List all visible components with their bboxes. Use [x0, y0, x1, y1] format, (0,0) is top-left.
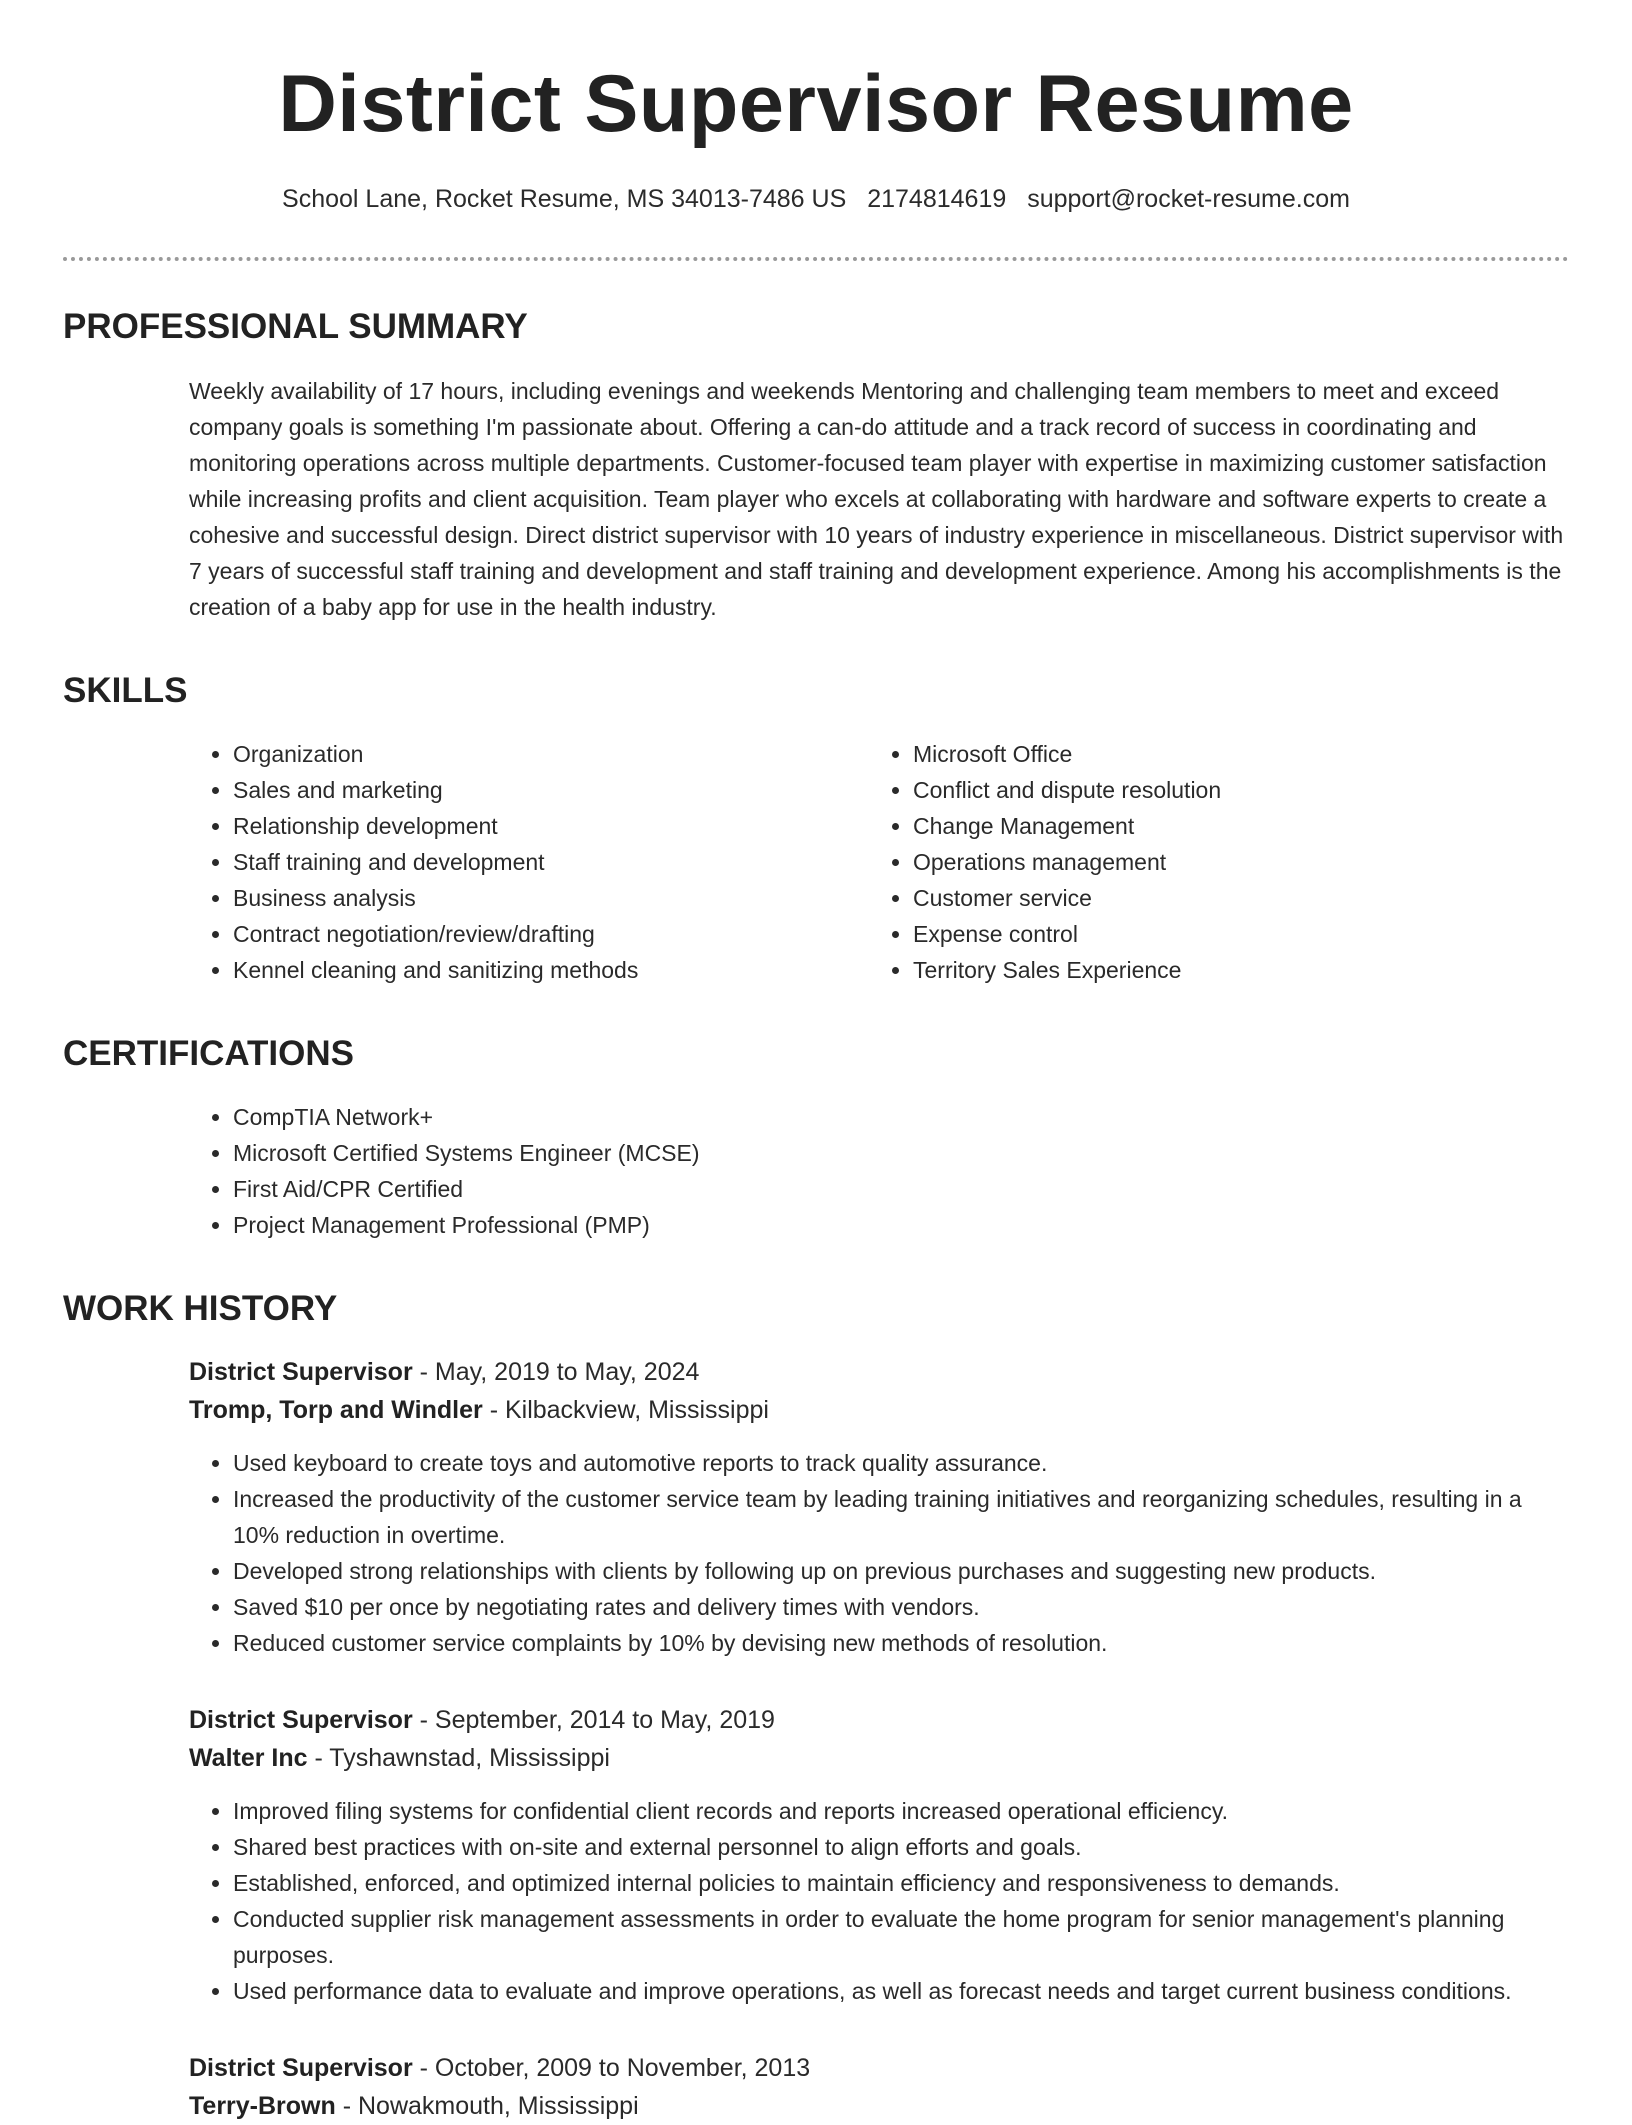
contact-line: [63, 183, 1569, 215]
job-location: - Tyshawnstad, Mississippi: [307, 1744, 610, 1772]
job-location: - Nowakmouth, Mississippi: [335, 2092, 639, 2120]
work-history-heading: WORK HISTORY: [63, 1289, 338, 1328]
skill-item: • Kennel cleaning and sanitizing methods: [233, 952, 869, 988]
job-dates: - October, 2009 to November, 2013: [412, 2054, 811, 2082]
job-dates: - September, 2014 to May, 2019: [412, 1706, 775, 1734]
skill-item: • Conflict and dispute resolution: [913, 772, 1549, 808]
job-title: District Supervisor: [189, 1358, 413, 1386]
job-entry: [189, 1701, 1569, 2009]
job-company: Terry-Brown: [189, 2092, 336, 2120]
job-title: District Supervisor: [189, 1706, 413, 1734]
certification-item: • CompTIA Network+: [233, 1099, 1569, 1135]
job-company: Tromp, Torp and Windler: [189, 1396, 483, 1424]
skill-item: • Operations management: [913, 844, 1549, 880]
certifications-list: [189, 1099, 1569, 1243]
skill-item: • Expense control: [913, 916, 1549, 952]
skill-item: • Staff training and development: [233, 844, 869, 880]
skills-list: [189, 736, 1569, 988]
job-bullet: • Developed strong relationships with clients by following up on previous purchases and suggesting new products.: [233, 1553, 1569, 1589]
skill-item: • Business analysis: [233, 880, 869, 916]
job-bullet: • Used keyboard to create toys and automotive reports to track quality assurance.: [233, 1445, 1569, 1481]
skills-column-left: [189, 736, 869, 988]
job-bullet: • Improved filing systems for confidential client records and reports increased operational efficiency.: [233, 1793, 1569, 1829]
job-title-line: [189, 2049, 1569, 2087]
skills-heading: SKILLS: [63, 671, 188, 710]
contact-email: support@rocket-resume.com: [1027, 185, 1350, 213]
contact-phone: 2174814619: [867, 185, 1007, 213]
job-bullets: [189, 1445, 1569, 1661]
job-entry: [189, 2049, 1569, 2125]
skill-item: • Contract negotiation/review/drafting: [233, 916, 869, 952]
skills-column-right: [869, 736, 1549, 988]
job-bullet: • Established, enforced, and optimized internal policies to maintain efficiency and responsiveness to demands.: [233, 1865, 1569, 1901]
certification-item: • Microsoft Certified Systems Engineer (MCSE): [233, 1135, 1569, 1171]
job-company: Walter Inc: [189, 1744, 308, 1772]
job-bullet: • Increased the productivity of the customer service team by leading training initiatives and reorganizing schedules, resulting in a 10% reduction in overtime.: [233, 1481, 1569, 1553]
resume-title: District Supervisor Resume: [278, 59, 1354, 149]
job-dates: - May, 2019 to May, 2024: [412, 1358, 700, 1386]
job-location: - Kilbackview, Mississippi: [482, 1396, 769, 1424]
job-title-line: [189, 1701, 1569, 1739]
job-company-line: [189, 1739, 1569, 1777]
job-bullet: • Reduced customer service complaints by 10% by devising new methods of resolution.: [233, 1625, 1569, 1661]
skill-item: • Territory Sales Experience: [913, 952, 1549, 988]
certification-item: • Project Management Professional (PMP): [233, 1207, 1569, 1243]
certification-item: • First Aid/CPR Certified: [233, 1171, 1569, 1207]
skill-item: • Sales and marketing: [233, 772, 869, 808]
job-company-line: [189, 2087, 1569, 2125]
contact-address: School Lane, Rocket Resume, MS 34013-7486 US: [282, 185, 847, 213]
job-bullet: • Shared best practices with on-site and external personnel to align efforts and goals.: [233, 1829, 1569, 1865]
skill-item: • Organization: [233, 736, 869, 772]
job-title: District Supervisor: [189, 2054, 413, 2082]
job-bullet: • Conducted supplier risk management assessments in order to evaluate the home program for senior management's planning purposes.: [233, 1901, 1569, 1973]
job-bullet: • Saved $10 per once by negotiating rates and delivery times with vendors.: [233, 1589, 1569, 1625]
summary-text: Weekly availability of 17 hours, including evenings and weekends Mentoring and challenging team members to meet and exceed company goals is something I'm passionate about. Offering a can-do attitude and a track record of success in coordinating and monitoring operations across multiple departments. Customer-focused team player with expertise in maximizing customer satisfaction while increasing profits and client acquisition. Team player who excels at collaborating with hardware and software experts to create a cohesive and successful design. Direct district supervisor with 10 years of industry experience in miscellaneous. District supervisor with 7 years of successful staff training and development and staff training and development experience. Among his accomplishments is the creation of a baby app for use in the health industry.: [189, 378, 1564, 620]
skill-item: • Relationship development: [233, 808, 869, 844]
certifications-heading: CERTIFICATIONS: [63, 1034, 355, 1073]
job-title-line: [189, 1353, 1569, 1391]
skill-item: • Customer service: [913, 880, 1549, 916]
job-bullets: [189, 1793, 1569, 2009]
skill-item: • Change Management: [913, 808, 1549, 844]
job-company-line: [189, 1391, 1569, 1429]
job-entry: [189, 1353, 1569, 1661]
header-divider: [63, 257, 1569, 261]
summary-heading: PROFESSIONAL SUMMARY: [63, 307, 528, 346]
job-bullet: • Used performance data to evaluate and improve operations, as well as forecast needs and target current business conditions.: [233, 1973, 1569, 2009]
skill-item: • Microsoft Office: [913, 736, 1549, 772]
